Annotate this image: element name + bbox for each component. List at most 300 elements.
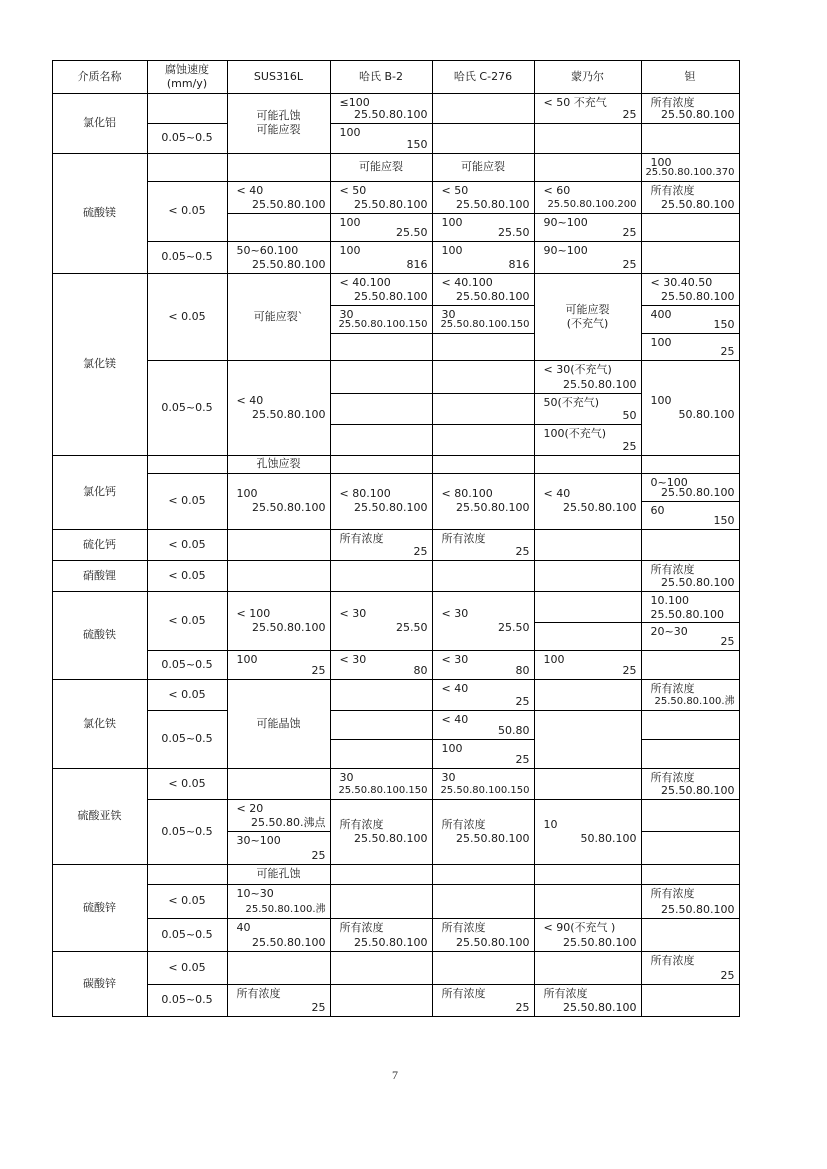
- cell-text: 0.05~0.5: [161, 927, 213, 941]
- concentration-text: < 30: [441, 606, 469, 620]
- temperature-text: 25.50.80.100: [661, 485, 735, 499]
- sus-cell: [227, 153, 331, 182]
- rate-cell: [147, 360, 228, 456]
- temperature-text: 25.50.80.100: [252, 257, 326, 271]
- medium-name: [52, 560, 148, 592]
- temperature-text: 25: [622, 663, 637, 677]
- b2-cell: [330, 123, 433, 154]
- c276-cell: [432, 393, 535, 425]
- b2-cell: [330, 333, 433, 361]
- c276-cell: [432, 591, 535, 651]
- monel-cell: [534, 123, 642, 154]
- tantalum-cell: [641, 884, 740, 919]
- b2-cell: [330, 273, 433, 306]
- cell-text: 可能孔蚀: [256, 867, 301, 880]
- concentration-text: 30: [339, 770, 354, 784]
- c276-cell: [432, 93, 535, 124]
- cell-content: [228, 394, 330, 422]
- cell-text: < 0.05: [168, 204, 206, 217]
- monel-cell: [534, 455, 642, 474]
- monel-cell: [534, 424, 642, 456]
- medium-name: [52, 768, 148, 865]
- concentration-text: 30: [441, 770, 456, 784]
- concentration-text: 所有浓度: [441, 920, 486, 934]
- temperature-text: 50.80: [498, 723, 530, 737]
- monel-cell: [534, 181, 642, 214]
- concentration-text: 所有浓度: [441, 531, 486, 545]
- tantalum-cell: [641, 241, 740, 274]
- tantalum-cell: [641, 473, 740, 502]
- rate-cell: [147, 455, 228, 474]
- temperature-text: 25.50.80.100: [354, 831, 428, 845]
- b2-cell: [330, 768, 433, 800]
- c276-cell: [432, 273, 535, 306]
- c276-cell: [432, 333, 535, 361]
- temperature-text: 25: [413, 544, 428, 558]
- rate-cell: [147, 473, 228, 530]
- concentration-text: 100: [441, 215, 463, 229]
- concentration-text: < 40: [236, 393, 264, 407]
- temperature-text: 25.50.80.100: [354, 289, 428, 303]
- temperature-text: 150: [406, 137, 428, 151]
- medium-name: [52, 679, 148, 769]
- medium-name: [52, 529, 148, 561]
- b2-cell: [330, 360, 433, 394]
- temperature-text: 25: [311, 663, 326, 677]
- temperature-text: 25: [622, 107, 637, 121]
- monel-cell: [534, 273, 642, 361]
- temperature-text: 25.50.80.100: [252, 935, 326, 949]
- tantalum-cell: [641, 710, 740, 740]
- medium-name: [52, 591, 148, 680]
- c276-cell: [432, 181, 535, 214]
- cell-content: [433, 818, 534, 846]
- concentration-text: < 50 不充气: [543, 95, 607, 109]
- temperature-text: 25.50.80.100: [661, 197, 735, 211]
- b2-cell: [330, 984, 433, 1017]
- concentration-text: 所有浓度: [650, 770, 695, 784]
- rate-cell: [147, 864, 228, 885]
- b2-cell: [330, 241, 433, 274]
- rate-cell: [147, 650, 228, 680]
- monel-cell: [534, 153, 642, 182]
- temperature-text: 25.50.80.100: [456, 197, 530, 211]
- cell-text: 可能应裂: [461, 160, 505, 173]
- concentration-text: 30: [441, 307, 456, 321]
- concentration-text: < 40.100: [441, 275, 493, 289]
- concentration-text: 400: [650, 307, 672, 321]
- page-number: 7: [392, 1068, 398, 1082]
- tantalum-cell: [641, 93, 740, 124]
- header-tantalum: [641, 60, 740, 94]
- b2-cell: [330, 393, 433, 425]
- concentration-text: 90~100: [543, 215, 588, 229]
- concentration-text: 50(不充气): [543, 395, 600, 409]
- rate-cell: [147, 93, 228, 124]
- concentration-text: 40: [236, 920, 251, 934]
- temperature-text: 25.50.80.沸点: [251, 815, 326, 829]
- temperature-text: 25.50.80.100.150: [440, 318, 530, 330]
- cell-text: < 0.05: [168, 687, 206, 701]
- cell-content: [535, 818, 641, 846]
- cell-text: 硫酸锌: [83, 900, 116, 914]
- b2-cell: [330, 799, 433, 865]
- concentration-text: ≤100: [339, 95, 370, 109]
- b2-cell: [330, 153, 433, 182]
- rate-cell: [147, 918, 228, 952]
- c276-cell: [432, 153, 535, 182]
- rate-cell: [147, 273, 228, 361]
- tantalum-cell: [641, 123, 740, 154]
- temperature-text: 25.50.80.100.150: [338, 784, 428, 796]
- rate-cell: [147, 241, 228, 274]
- cell-text: < 0.05: [168, 537, 206, 551]
- concentration-text: < 80.100: [441, 487, 493, 500]
- cell-text: 蒙乃尔: [571, 69, 604, 83]
- temperature-text: 25: [311, 1000, 326, 1014]
- concentration-text: 30: [339, 307, 354, 321]
- header-medium: [52, 60, 148, 94]
- tantalum-cell: [641, 529, 740, 561]
- temperature-text: 25.50.80.100: [563, 377, 637, 391]
- temperature-text: 25.50.80.100: [252, 620, 326, 634]
- cell-text: 氯化镁: [83, 357, 116, 370]
- rate-cell: [147, 679, 228, 711]
- temperature-text: 25.50.80.100: [456, 935, 530, 949]
- cell-text: 可能孔蚀: [256, 109, 301, 122]
- concentration-text: 100: [441, 741, 463, 755]
- c276-cell: [432, 455, 535, 474]
- cell-text-line2: 可能应裂: [256, 123, 301, 136]
- temperature-text: 25.50.80.100: [661, 107, 735, 121]
- b2-cell: [330, 181, 433, 214]
- sus-cell: [227, 831, 331, 865]
- concentration-text: 60: [650, 503, 665, 517]
- rate-cell: [147, 181, 228, 242]
- c276-cell: [432, 650, 535, 680]
- c276-cell: [432, 679, 535, 711]
- cell-text: 钽: [684, 69, 696, 83]
- cell-text: 可能应裂: [359, 160, 403, 173]
- cell-text: 硫酸铁: [83, 628, 116, 641]
- header-hastelloy-b2: [330, 60, 433, 94]
- concentration-text: 所有浓度: [543, 986, 588, 1000]
- temperature-text: 25.50: [498, 225, 530, 239]
- concentration-text: < 40.100: [339, 275, 391, 289]
- tantalum-cell: [641, 213, 740, 242]
- concentration-text: 100: [441, 243, 463, 257]
- c276-cell: [432, 213, 535, 242]
- b2-cell: [330, 93, 433, 124]
- monel-cell: [534, 768, 642, 800]
- b2-cell: [330, 864, 433, 885]
- c276-cell: [432, 984, 535, 1017]
- sus-cell: [227, 799, 331, 832]
- cell-text: 硫酸镁: [83, 206, 116, 219]
- monel-cell: [534, 679, 642, 711]
- monel-cell: [534, 473, 642, 530]
- cell-text: < 0.05: [168, 494, 206, 507]
- tantalum-cell: [641, 181, 740, 214]
- cell-content: [331, 607, 432, 635]
- concentration-text: 所有浓度: [650, 183, 695, 197]
- temperature-text: 25.50.80.100.370: [645, 166, 735, 178]
- concentration-text: 所有浓度: [339, 817, 384, 831]
- b2-cell: [330, 305, 433, 334]
- cell-text: SUS316L: [253, 69, 304, 83]
- concentration-text: 100: [339, 125, 361, 139]
- concentration-text: 100: [650, 393, 672, 407]
- sus-cell: [227, 241, 331, 274]
- concentration-text: 20~30: [650, 624, 688, 638]
- rate-cell: [147, 123, 228, 154]
- concentration-text: < 90(不充气 ): [543, 920, 616, 934]
- concentration-text: 所有浓度: [236, 986, 281, 1000]
- temperature-text: 816: [508, 257, 530, 271]
- concentration-text: 10.100: [650, 593, 689, 607]
- temperature-text: 25: [515, 1000, 530, 1014]
- sus-cell: [227, 591, 331, 651]
- concentration-text: < 100: [236, 606, 271, 620]
- rate-cell: [147, 591, 228, 651]
- cell-content: [535, 487, 641, 515]
- cell-text: 0.05~0.5: [161, 657, 213, 671]
- concentration-text: < 30(不充气): [543, 362, 612, 376]
- rate-cell: [147, 768, 228, 800]
- c276-cell: [432, 710, 535, 740]
- temperature-text: 25.50.80.100: [354, 501, 428, 514]
- monel-cell: [534, 650, 642, 680]
- temperature-text: 25: [622, 225, 637, 239]
- concentration-text: 所有浓度: [650, 681, 695, 695]
- rate-cell: [147, 153, 228, 182]
- temperature-text: 25.50.80.100: [563, 1000, 637, 1014]
- concentration-text: < 40: [441, 681, 469, 695]
- temperature-text: 25.50: [498, 620, 530, 634]
- concentration-text: 50~60.100: [236, 243, 299, 257]
- cell-text: < 0.05: [168, 309, 206, 323]
- c276-cell: [432, 360, 535, 394]
- temperature-text: 150: [713, 317, 735, 331]
- b2-cell: [330, 679, 433, 711]
- cell-text: 哈氏 C-276: [453, 69, 513, 83]
- temperature-text: 25.50.80.100: [354, 107, 428, 121]
- monel-cell: [534, 591, 642, 623]
- tantalum-cell: [641, 831, 740, 865]
- concentration-text: 10~30: [236, 886, 274, 900]
- concentration-text: 0~100: [650, 475, 688, 489]
- sus-cell: [227, 768, 331, 800]
- temperature-text: 25.50.80.100: [456, 501, 530, 514]
- tantalum-cell: [641, 273, 740, 306]
- tantalum-cell: [641, 501, 740, 530]
- tantalum-cell: [641, 739, 740, 769]
- temperature-text: 25.50.80.100: [650, 607, 724, 621]
- monel-cell: [534, 799, 642, 865]
- rate-cell: [147, 884, 228, 919]
- cell-text: 0.05~0.5: [161, 732, 213, 745]
- medium-name: [52, 93, 148, 154]
- cell-text-line2: (mm/y): [166, 76, 208, 90]
- temperature-text: 25: [720, 634, 735, 648]
- b2-cell: [330, 884, 433, 919]
- c276-cell: [432, 123, 535, 154]
- concentration-text: < 40: [543, 487, 571, 500]
- temperature-text: 25.50.80.100.沸: [654, 695, 735, 707]
- temperature-text: 25.50.80.100.沸: [245, 903, 326, 915]
- monel-cell: [534, 360, 642, 394]
- cell-text: 氯化钙: [83, 485, 116, 498]
- sus-cell: [227, 650, 331, 680]
- temperature-text: 25.50.80.100: [661, 783, 735, 797]
- cell-text: 0.05~0.5: [161, 824, 213, 838]
- c276-cell: [432, 305, 535, 334]
- concentration-text: 所有浓度: [339, 920, 384, 934]
- monel-cell: [534, 213, 642, 242]
- temperature-text: 25.50.80.100.150: [338, 318, 428, 330]
- temperature-text: 25.50.80.100: [354, 197, 428, 211]
- monel-cell: [534, 884, 642, 919]
- sus-cell: [227, 473, 331, 530]
- cell-text: 介质名称: [77, 69, 122, 83]
- concentration-text: 所有浓度: [650, 886, 695, 900]
- c276-cell: [432, 799, 535, 865]
- concentration-text: 100: [339, 215, 361, 229]
- concentration-text: 100: [650, 155, 672, 169]
- concentration-text: 30~100: [236, 833, 281, 847]
- temperature-text: 25: [515, 752, 530, 766]
- sus-cell: [227, 455, 331, 474]
- concentration-text: < 40: [236, 183, 264, 197]
- temperature-text: 150: [713, 513, 735, 527]
- c276-cell: [432, 241, 535, 274]
- cell-text: 哈氏 B-2: [358, 69, 403, 83]
- concentration-text: 100: [339, 243, 361, 257]
- cell-content: [642, 394, 739, 422]
- header-hastelloy-c276: [432, 60, 535, 94]
- header-sus316l: [227, 60, 331, 94]
- concentration-text: 所有浓度: [650, 95, 695, 109]
- concentration-text: < 30: [339, 606, 367, 620]
- tantalum-cell: [641, 768, 740, 800]
- concentration-text: < 80.100: [339, 487, 391, 500]
- cell-text-line2: (不充气): [566, 316, 609, 330]
- tantalum-cell: [641, 679, 740, 711]
- c276-cell: [432, 918, 535, 952]
- monel-cell: [534, 241, 642, 274]
- sus-cell: [227, 864, 331, 885]
- b2-cell: [330, 424, 433, 456]
- cell-text: 硫化钙: [83, 537, 116, 551]
- b2-cell: [330, 560, 433, 592]
- cell-text: 硫酸亚铁: [77, 809, 122, 822]
- temperature-text: 25.50: [396, 225, 428, 239]
- cell-content: [228, 487, 330, 515]
- concentration-text: 90~100: [543, 243, 588, 257]
- sus-cell: [227, 93, 331, 154]
- concentration-text: < 30: [339, 652, 367, 666]
- temperature-text: 25.50.80.100: [456, 831, 530, 845]
- b2-cell: [330, 529, 433, 561]
- tantalum-cell: [641, 305, 740, 334]
- sus-cell: [227, 273, 331, 361]
- c276-cell: [432, 560, 535, 592]
- temperature-text: 25.50.80.100.200: [547, 198, 637, 210]
- tantalum-cell: [641, 153, 740, 182]
- b2-cell: [330, 473, 433, 530]
- tantalum-cell: [641, 560, 740, 592]
- temperature-text: 816: [406, 257, 428, 271]
- temperature-text: 25.50.80.100: [661, 289, 735, 303]
- temperature-text: 25.50: [396, 620, 428, 634]
- monel-cell: [534, 393, 642, 425]
- c276-cell: [432, 884, 535, 919]
- c276-cell: [432, 473, 535, 530]
- temperature-text: 50.80.100: [678, 407, 735, 421]
- cell-text: 可能应裂: [565, 302, 610, 316]
- rate-cell: [147, 560, 228, 592]
- monel-cell: [534, 984, 642, 1017]
- tantalum-cell: [641, 951, 740, 985]
- concentration-text: < 40: [441, 712, 469, 726]
- cell-text: 氯化铝: [83, 116, 116, 129]
- sus-cell: [227, 560, 331, 592]
- monel-cell: [534, 951, 642, 985]
- sus-cell: [227, 529, 331, 561]
- temperature-text: 25.50.80.100: [252, 501, 326, 514]
- c276-cell: [432, 424, 535, 456]
- tantalum-cell: [641, 864, 740, 885]
- concentration-text: < 20: [236, 801, 264, 815]
- concentration-text: 100: [543, 652, 565, 666]
- medium-name: [52, 864, 148, 952]
- cell-text: 硝酸锂: [83, 568, 116, 582]
- cell-text: 氯化铁: [83, 716, 116, 730]
- tantalum-cell: [641, 799, 740, 832]
- b2-cell: [330, 918, 433, 952]
- cell-text: < 0.05: [168, 776, 206, 790]
- temperature-text: 25: [515, 544, 530, 558]
- medium-name: [52, 951, 148, 1017]
- sus-cell: [227, 984, 331, 1017]
- rate-cell: [147, 799, 228, 865]
- c276-cell: [432, 529, 535, 561]
- temperature-text: 25: [622, 257, 637, 271]
- b2-cell: [330, 213, 433, 242]
- cell-text: 碳酸锌: [83, 976, 116, 990]
- sus-cell: [227, 918, 331, 952]
- concentration-text: < 60: [543, 183, 571, 197]
- cell-text: 0.05~0.5: [161, 250, 213, 263]
- monel-cell: [534, 529, 642, 561]
- sus-cell: [227, 951, 331, 985]
- medium-name: [52, 153, 148, 274]
- cell-text: 可能应裂`: [253, 309, 304, 323]
- temperature-text: 25.50.80.100: [563, 501, 637, 514]
- c276-cell: [432, 864, 535, 885]
- medium-name: [52, 455, 148, 530]
- temperature-text: 25: [622, 439, 637, 453]
- cell-text: 0.05~0.5: [161, 993, 213, 1006]
- tantalum-cell: [641, 918, 740, 952]
- tantalum-cell: [641, 360, 740, 456]
- temperature-text: 25.50.80.100: [563, 935, 637, 949]
- monel-cell: [534, 622, 642, 651]
- temperature-text: 25.50.80.100: [252, 197, 326, 211]
- temperature-text: 25.50.80.100: [252, 407, 326, 421]
- temperature-text: 25.50.80.100: [456, 289, 530, 303]
- temperature-text: 50: [622, 408, 637, 422]
